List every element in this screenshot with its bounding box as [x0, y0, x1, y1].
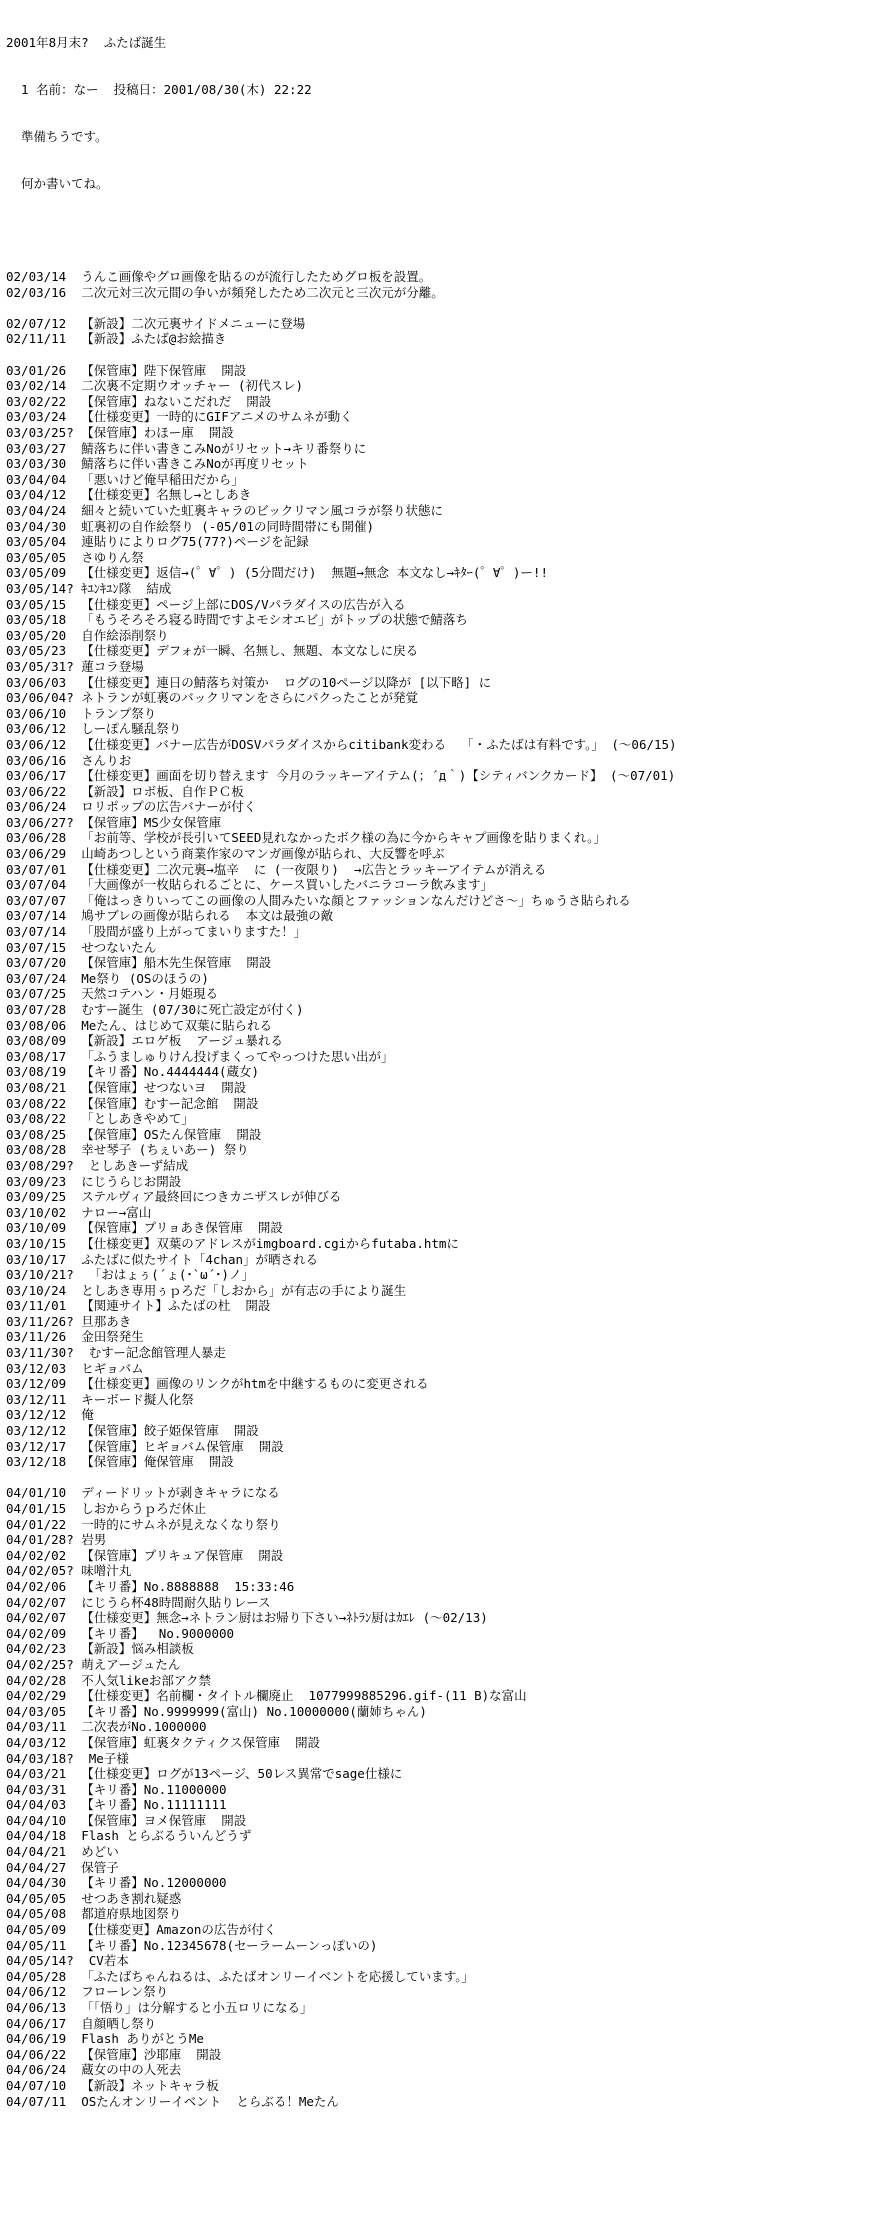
- timeline-entry: 03/05/09 【仕様変更】返信→(゜∀゜) (5分間だけ) 無題→無念 本文なし→ｷﾀｰ(゜∀゜)ー!!: [6, 565, 548, 581]
- timeline-entry: 03/07/14 「股間が盛り上がってまいりますた！」: [6, 924, 307, 940]
- timeline-entry: 03/06/10 トランプ祭り: [6, 705, 157, 721]
- timeline-entry: 03/10/15 【仕様変更】双葉のアドレスがimgboard.cgiからfutaba.htmに: [6, 1235, 459, 1251]
- first-post-body-line: 何か書いてね。: [6, 175, 109, 191]
- timeline-entry: 03/08/22 「としあきやめて」: [6, 1111, 194, 1127]
- timeline-entry: 04/05/09 【仕様変更】Amazonの広告が付く: [6, 1922, 277, 1938]
- timeline-entry: 04/04/10 【保管庫】ヨメ保管庫 開設: [6, 1812, 247, 1828]
- timeline-entry: 03/06/12 【仕様変更】バナー広告がDOSVパラダイスからcitibank変わる 「・ふたばは有料です。」 (〜06/15): [6, 736, 677, 752]
- first-post-body-line: 準備ちうです。: [6, 128, 108, 144]
- timeline-section: [6, 363, 866, 1470]
- timeline-entry: 04/06/17 自顔晒し祭り: [6, 2015, 157, 2031]
- timeline-entry: 03/10/09 【保管庫】プリョあき保管庫 開設: [6, 1220, 283, 1236]
- timeline-entry: 03/08/21 【保管庫】せつないヨ 開設: [6, 1079, 247, 1095]
- timeline-entry: 04/04/03 【キリ番】No.11111111: [6, 1797, 227, 1813]
- timeline-entry: 04/06/19 Flash ありがとうMe: [6, 2031, 204, 2047]
- timeline-entry: 04/03/12 【保管庫】虹裏タクティクス保管庫 開設: [6, 1734, 321, 1750]
- timeline-entry: 04/03/31 【キリ番】No.11000000: [6, 1781, 227, 1797]
- timeline-entry: 03/10/21? 「おはょぅ(´ょ(･`ω´･)ノ」: [6, 1267, 254, 1283]
- timeline-entry: 04/04/18 Flash とらぶるういんどうず: [6, 1828, 252, 1844]
- timeline-entry: 04/02/09 【キリ番】 No.9000000: [6, 1625, 235, 1641]
- timeline-entry: 03/07/20 【保管庫】船木先生保管庫 開設: [6, 955, 272, 971]
- timeline-entry: 03/10/17 ふたばに似たサイト「4chan」が晒される: [6, 1251, 319, 1267]
- document: [6, 4, 866, 2125]
- timeline-entry: 03/06/04? ネトランが虹裏のバックリマンをさらにパクったことが発覚: [6, 690, 419, 706]
- timeline-entry: 03/04/04 「悪いけど俺早稲田だから」: [6, 471, 244, 487]
- timeline-entry: 04/02/07 にじうら杯48時間耐久貼りレース: [6, 1594, 271, 1610]
- timeline-entry: 03/07/28 むすー誕生 (07/30に死亡設定が付く): [6, 1002, 304, 1017]
- blank-line: [6, 347, 866, 363]
- timeline-entry: 03/07/04 「大画像が一枚貼られるごとに、ケース買いしたバニラコーラ飲みます」: [6, 877, 494, 893]
- timeline-entry: 04/06/13 「「悟り」は分解すると小五ロリになる」: [6, 2000, 313, 2015]
- timeline-entry: 04/02/02 【保管庫】プリキュア保管庫 開設: [6, 1547, 284, 1563]
- timeline-entry: 03/12/12 俺: [6, 1407, 94, 1423]
- timeline-entry: 03/06/27? 【保管庫】MS少女保管庫: [6, 814, 222, 830]
- timeline-entry: 04/03/18? Me子様: [6, 1750, 129, 1766]
- timeline-entry: 03/12/03 ヒギョバム: [6, 1360, 144, 1376]
- timeline-entry: 03/07/01 【仕様変更】二次元裏→塩辛 に (一夜限り) →広告とラッキーアイテムが消える: [6, 861, 547, 877]
- timeline-entry: 04/02/25? 萌えアージュたん: [6, 1656, 181, 1672]
- timeline-entry: 03/12/09 【仕様変更】画像のリンクがhtmを中継するものに変更される: [6, 1376, 429, 1392]
- blank-line: [6, 300, 866, 316]
- timeline-entry: 04/05/11 【キリ番】No.12345678(セーラームーンっぽいの): [6, 1937, 378, 1953]
- timeline-entry: 03/08/19 【キリ番】No.4444444(蔵女): [6, 1064, 260, 1080]
- timeline-entry: 03/11/01 【関連サイト】ふたばの杜 開設: [6, 1298, 271, 1314]
- timeline-entry: 03/02/14 二次裏不定期ウオッチャー (初代スレ): [6, 378, 304, 394]
- timeline-entry: 04/01/15 しおからうｐろだ休止: [6, 1501, 207, 1516]
- timeline-entry: 03/10/24 としあき専用ぅｐろだ「しおから」が有志の手により誕生: [6, 1282, 407, 1298]
- timeline-entry: 04/01/10 ディードリットが剥きキャラになる: [6, 1485, 280, 1501]
- timeline-entry: 03/03/24 【仕様変更】一時的にGIFアニメのサムネが動く: [6, 409, 353, 425]
- timeline-entry: 03/06/12 しーぽん騒乱祭り: [6, 721, 182, 737]
- timeline-entry: 03/06/16 さんりお: [6, 752, 132, 768]
- timeline-entry: 04/03/21 【仕様変更】ログが13ページ、50レス異常でsage仕様に: [6, 1766, 403, 1782]
- blank-line: [6, 1470, 866, 1486]
- timeline-entry: 03/03/25? 【保管庫】わほー庫 開設: [6, 425, 234, 441]
- timeline-entry: 04/03/05 【キリ番】No.9999999(富山) No.10000000(蘭姉ちゃん): [6, 1703, 427, 1719]
- timeline-entry: 03/07/24 Me祭り (OSのほうの): [6, 970, 209, 986]
- timeline-entry: 03/11/26 金田祭発生: [6, 1329, 144, 1345]
- timeline-entry: 04/05/14? CV若本: [6, 1953, 129, 1969]
- timeline-entry: 03/02/22 【保管庫】ねないこだれだ 開設: [6, 393, 272, 409]
- timeline-entry: 03/03/30 鯖落ちに伴い書きこみNoが再度リセット: [6, 456, 309, 472]
- timeline-entry: 03/08/25 【保管庫】OSたん保管庫 開設: [6, 1126, 262, 1142]
- timeline-entry: 04/06/24 蔵女の中の人死去: [6, 2062, 182, 2078]
- timeline-entry: 03/06/03 【仕様変更】連日の鯖落ち対策か ログの10ページ以降が [以下略] に: [6, 674, 492, 690]
- timeline-entry: 03/09/25 ステルヴィア最終回につきカニザスレが伸びる: [6, 1189, 342, 1205]
- timeline-entry: 04/02/05? 味噌汁丸: [6, 1563, 132, 1579]
- timeline-entry: 04/04/27 保管子: [6, 1859, 119, 1875]
- timeline-entry: 04/05/28 「ふたばちゃんねるは、ふたばオンリーイベントを応援しています。」: [6, 1968, 475, 1984]
- timeline-entry: 04/06/22 【保管庫】沙耶庫 開設: [6, 2046, 222, 2062]
- timeline-entry: 03/10/02 ナロー→富山: [6, 1204, 152, 1220]
- timeline-entry: 03/03/27 鯖落ちに伴い書きこみNoがリセット→キリ番祭りに: [6, 440, 367, 456]
- timeline-entry: 03/06/29 山崎あつしという商業作家のマンガ画像が貼られ、大反響を呼ぶ: [6, 846, 445, 862]
- timeline-section: [6, 316, 866, 347]
- timeline-entry: 02/03/16 二次元対三次元間の争いが頻発したため二次元と三次元が分離。: [6, 284, 444, 300]
- timeline-entry: 03/08/29? としあきーず結成: [6, 1157, 189, 1173]
- timeline-entry: 03/07/07 「俺はっきりいってこの画像の人間みたいな顔とファッションなんだけどさ〜」ちゅうさ貼られる: [6, 892, 631, 908]
- timeline-entry: 03/08/06 Meたん、はじめて双葉に貼られる: [6, 1017, 273, 1033]
- timeline-entry: 03/06/28 「お前等、学校が長引いてSEED見れなかったボク様の為に今からキャプ画像を貼りまくれ。」: [6, 830, 606, 846]
- timeline-section: [6, 269, 866, 300]
- timeline-entry: 03/05/18 「もうそろそろ寝る時間ですよモシオエビ」がトップの状態で鯖落ち: [6, 612, 468, 628]
- timeline-entry: 03/05/14? ｷﾕﾝｷﾕﾝ隊 結成: [6, 580, 172, 596]
- timeline-entry: 04/02/23 【新設】悩み相談板: [6, 1641, 194, 1657]
- timeline-entry: 04/06/12 フローレン祭り: [6, 1984, 169, 2000]
- timeline-entry: 03/12/18 【保管庫】俺保管庫 開設: [6, 1454, 234, 1470]
- timeline-entry: 02/03/14 うんこ画像やグロ画像を貼るのが流行したためグロ板を設置。: [6, 269, 432, 285]
- timeline-entry: 03/08/22 【保管庫】むすー記念館 開設: [6, 1095, 259, 1111]
- timeline-entry: 03/12/17 【保管庫】ヒギョバム保管庫 開設: [6, 1438, 284, 1454]
- timeline-entry: 04/02/06 【キリ番】No.8888888 15:33:46: [6, 1578, 295, 1594]
- timeline-entry: 04/02/29 【仕様変更】名前欄・タイトル欄廃止 1077999885296.gif-(11 B)な富山: [6, 1688, 527, 1704]
- timeline-entry: 03/06/24 ロリポップの広告バナーが付く: [6, 799, 257, 815]
- timeline-entry: 04/02/07 【仕様変更】無念→ネトラン厨はお帰り下さい→ﾈﾄﾗﾝ厨はｶｴﾚ (〜02/13): [6, 1610, 488, 1626]
- timeline-entry: 04/05/08 都道府県地図祭り: [6, 1906, 182, 1922]
- timeline-entry: 03/05/05 さゆりん祭: [6, 549, 144, 565]
- timeline-entry: 04/07/10 【新設】ネットキャラ板: [6, 2077, 219, 2093]
- timeline-entry: 03/06/17 【仕様変更】画面を切り替えます 今月のラッキーアイテム(；´д｀)【シティバンクカード】 (〜07/01): [6, 768, 676, 784]
- header-title: 2001年8月末? ふたば誕生: [6, 35, 167, 51]
- timeline: [6, 269, 866, 2109]
- timeline-entry: 03/04/30 虹裏初の自作絵祭り (-05/01の同時間帯にも開催): [6, 518, 374, 534]
- timeline-entry: 03/08/09 【新設】エロゲ板 アージュ暴れる: [6, 1033, 283, 1049]
- timeline-entry: 03/11/26? 旦那あき: [6, 1313, 132, 1329]
- timeline-entry: 02/11/11 【新設】ふたば@お絵描き: [6, 331, 227, 347]
- timeline-entry: 03/05/23 【仕様変更】デフォが一瞬、名無し、無題、本文なしに戻る: [6, 643, 419, 659]
- timeline-entry: 04/04/21 めどい: [6, 1844, 119, 1860]
- timeline-entry: 03/12/11 キーボード擬人化祭: [6, 1391, 194, 1407]
- timeline-entry: 03/05/31? 蓮コラ登場: [6, 658, 144, 674]
- timeline-entry: 03/07/25 天然コテハン・月姫現る: [6, 986, 219, 1002]
- timeline-entry: 03/11/30? むすー記念館管理人暴走: [6, 1345, 226, 1361]
- timeline-entry: 03/08/28 幸せ琴子 (ちぇいあー) 祭り: [6, 1142, 249, 1158]
- timeline-entry: 04/01/28? 岩男: [6, 1532, 107, 1548]
- timeline-entry: 03/05/04 連貼りによりログ75(77?)ページを記録: [6, 534, 309, 550]
- blank-line: [6, 222, 866, 238]
- timeline-entry: 03/06/22 【新設】ロボ板、自作ＰＣ板: [6, 783, 244, 799]
- timeline-entry: 03/07/14 鳩サブレの画像が貼られる 本文は最強の敵: [6, 908, 334, 924]
- first-post-header: 1 名前：なー 投稿日：2001/08/30(木) 22:22: [6, 81, 312, 97]
- timeline-entry: 03/01/26 【保管庫】陛下保管庫 開設: [6, 362, 247, 378]
- timeline-entry: 04/02/28 不人気likeお部アク禁: [6, 1672, 211, 1688]
- timeline-entry: 02/07/12 【新設】二次元裏サイドメニューに登場: [6, 315, 306, 331]
- timeline-section: [6, 1485, 866, 2109]
- timeline-entry: 03/05/20 自作絵添削祭り: [6, 627, 169, 643]
- timeline-entry: 03/04/24 細々と続いていた虹裏キャラのビックリマン風コラが祭り状態に: [6, 503, 444, 518]
- timeline-entry: 04/01/22 一時的にサムネが見えなくなり祭り: [6, 1516, 281, 1532]
- timeline-entry: 03/08/17 「ふうましゅりけん投げまくってやっつけた思い出が」: [6, 1048, 394, 1064]
- timeline-entry: 04/03/11 二次表がNo.1000000: [6, 1719, 207, 1735]
- timeline-entry: 03/12/12 【保管庫】餃子姫保管庫 開設: [6, 1423, 259, 1439]
- timeline-entry: 03/09/23 にじうらじお開設: [6, 1173, 182, 1189]
- timeline-entry: 03/05/15 【仕様変更】ページ上部にDOS/Vパラダイスの広告が入る: [6, 596, 406, 612]
- timeline-entry: 03/07/15 せつないたん: [6, 939, 157, 955]
- timeline-entry: 04/05/05 せつあき割れ疑惑: [6, 1890, 182, 1906]
- timeline-entry: 03/04/12 【仕様変更】名無し→としあき: [6, 487, 252, 503]
- timeline-entry: 04/04/30 【キリ番】No.12000000: [6, 1875, 227, 1891]
- timeline-entry: 04/07/11 OSたんオンリーイベント とらぶる！Meたん: [6, 2093, 339, 2109]
